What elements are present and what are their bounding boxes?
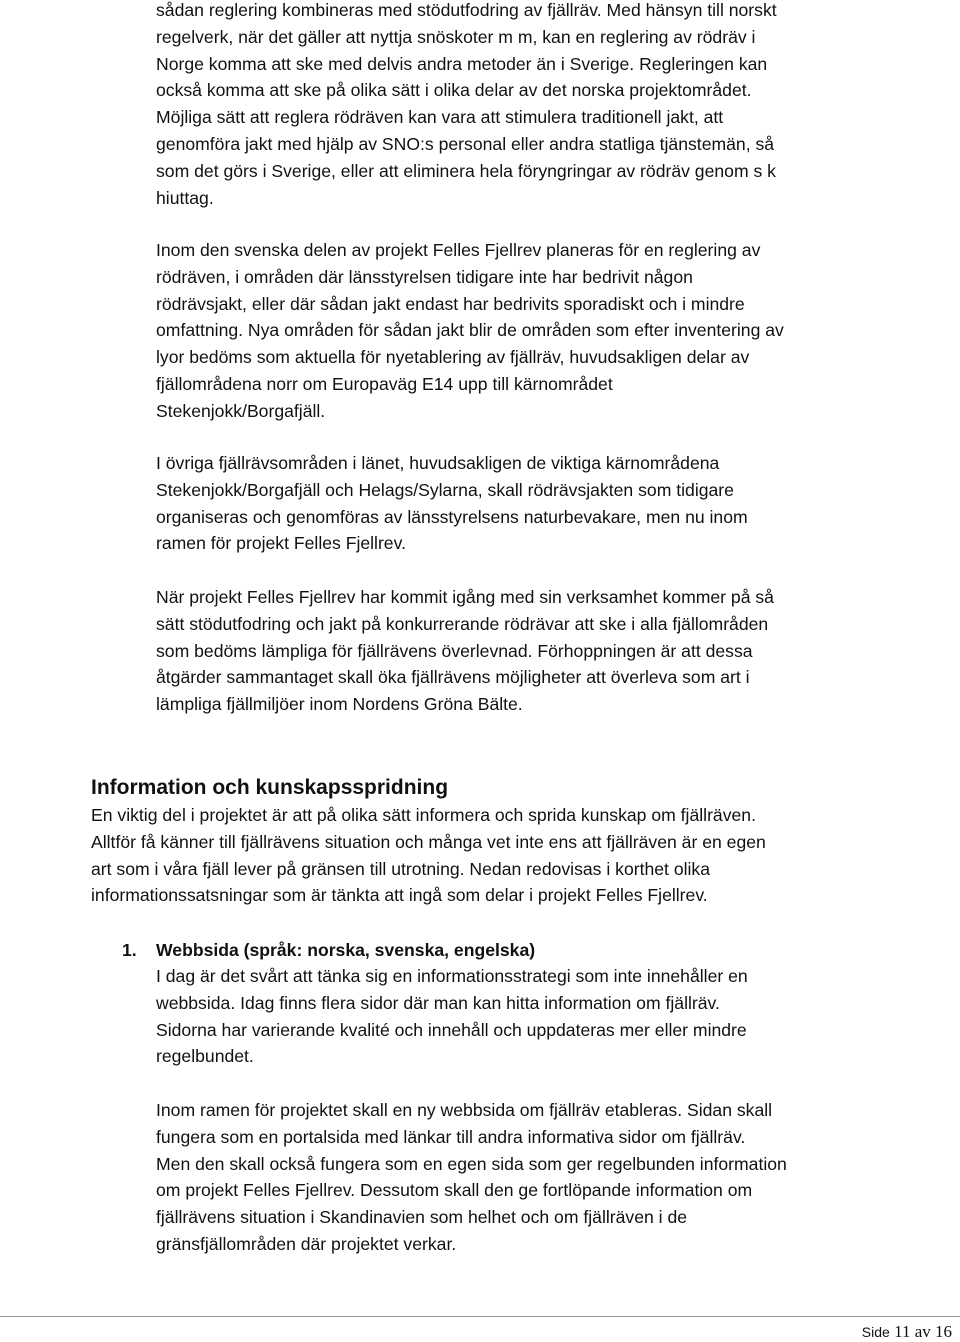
text-line: I dag är det svårt att tänka sig en informationsstrategi som inte innehåller en [156, 966, 748, 986]
text-line: När projekt Felles Fjellrev har kommit igång med sin verksamhet kommer på så [156, 587, 774, 607]
page-footer [862, 1322, 952, 1342]
text-line: åtgärder sammantaget skall öka fjällrävens möjligheter att överleva som art i [156, 667, 750, 688]
text-line: regelbundet. [156, 1046, 254, 1067]
paragraph-webbsida-plan [156, 1097, 787, 1258]
text-line: webbsida. Idag finns flera sidor där man kan hitta information om fjällräv. [156, 992, 720, 1013]
paragraph-section-intro [91, 802, 766, 909]
text-line: art som i våra fjäll lever på gränsen till utrotning. Nedan redovisas i korthet olika [91, 858, 711, 879]
paragraph-ovriga-omraden [156, 450, 748, 557]
text-line: sätt stödutfodring och jakt på konkurrerande rödrävar att ske i alla fjällområden [156, 613, 769, 634]
footer-divider [0, 1316, 960, 1317]
paragraph-projekt-igang [156, 584, 774, 718]
text-line: regelverk, när det gäller att nyttja snöskoter m m, kan en reglering av rödräv i [156, 26, 756, 47]
text-line: Sidorna har varierande kvalité och innehåll och uppdateras mer eller mindre [156, 1019, 747, 1040]
paragraph-svenska-delen [156, 237, 784, 425]
list-item-number: 1. [122, 940, 137, 960]
text-line: ramen för projekt Felles Fjellrev. [156, 533, 406, 554]
text-line: En viktig del i projektet är att på olika sätt informera och sprida kunskap om fjällräven. [91, 805, 756, 825]
text-line: hiuttag. [156, 187, 214, 208]
footer-side-label: Side [861, 1324, 890, 1340]
text-line: rödräven, i områden där länsstyrelsen tidigare inte har bedrivit någon [156, 266, 693, 287]
text-line: som det görs i Sverige, eller att eliminera hela föryngringar av rödräv genom s k [156, 160, 776, 181]
text-line: Inom ramen för projektet skall en ny webbsida om fjällräv etableras. Sidan skall [156, 1100, 773, 1120]
text-line: Inom den svenska delen av projekt Felles Fjellrev planeras för en reglering av [156, 240, 761, 260]
text-line: Men den skall också fungera som en egen sida som ger regelbunden information [156, 1153, 787, 1174]
text-line: om projekt Felles Fjellrev. Dessutom skall den ge fortlöpande information om [156, 1180, 753, 1201]
text-line: Norge komma att ske med delvis andra metoder än i Sverige. Regleringen kan [156, 53, 768, 74]
text-line: fungera som en portalsida med länkar till andra informativa sidor om fjällräv. [156, 1126, 746, 1147]
text-line: också komma att ske på olika sätt i olika delar av det norska projektområdet. [156, 80, 752, 101]
text-line: gränsfjällområden där projektet verkar. [156, 1233, 457, 1254]
paragraph-webbsida-intro [156, 963, 748, 1070]
text-line: Stekenjokk/Borgafjäll och Helags/Sylarna, skall rödrävsjakten som tidigare [156, 479, 734, 500]
text-line: I övriga fjällrävsområden i länet, huvudsakligen de viktiga kärnområdena [156, 453, 720, 473]
text-line: som bedöms lämpliga för fjällrävens överlevnad. Förhoppningen är att dessa [156, 640, 753, 661]
text-line: omfattning. Nya områden för sådan jakt blir de områden som efter inventering av [156, 320, 784, 341]
text-line: Alltför få känner till fjällrävens situation och många vet inte ens att fjällräven är en egen [91, 831, 766, 852]
text-line: organiseras och genomföras av länsstyrelsens naturbevakare, men nu inom [156, 506, 748, 527]
text-line: fjällområdena norr om Europaväg E14 upp till kärnområdet [156, 373, 613, 394]
text-line: lämpliga fjällmiljöer inom Nordens Gröna Bälte. [156, 694, 523, 715]
text-line: informationssatsningar som är tänkta att ingå som delar i projekt Felles Fjellrev. [91, 885, 708, 906]
text-line: rödrävsjakt, eller där sådan jakt endast har bedrivits sporadiskt och i mindre [156, 293, 745, 314]
text-line: genomföra jakt med hjälp av SNO:s personal eller andra statliga tjänstemän, så [156, 133, 775, 154]
text-line: Möjliga sätt att reglera rödräven kan vara att stimulera traditionell jakt, att [156, 107, 724, 128]
text-line: Stekenjokk/Borgafjäll. [156, 400, 326, 421]
section-heading: Information och kunskapsspridning [91, 776, 449, 799]
page-number: 11 av 16 [894, 1322, 952, 1341]
text-line: lyor bedöms som aktuella för nyetablering av fjällräv, huvudsakligen delar av [156, 347, 750, 368]
text-line: sådan reglering kombineras med stödutfodring av fjällräv. Med hänsyn till norskt [156, 0, 777, 20]
paragraph-rodrav-reglering [156, 0, 777, 211]
list-item-title: Webbsida (språk: norska, svenska, engelska) [156, 940, 536, 960]
text-line: fjällrävens situation i Skandinavien som helhet och om fjällräven i de [156, 1207, 688, 1228]
